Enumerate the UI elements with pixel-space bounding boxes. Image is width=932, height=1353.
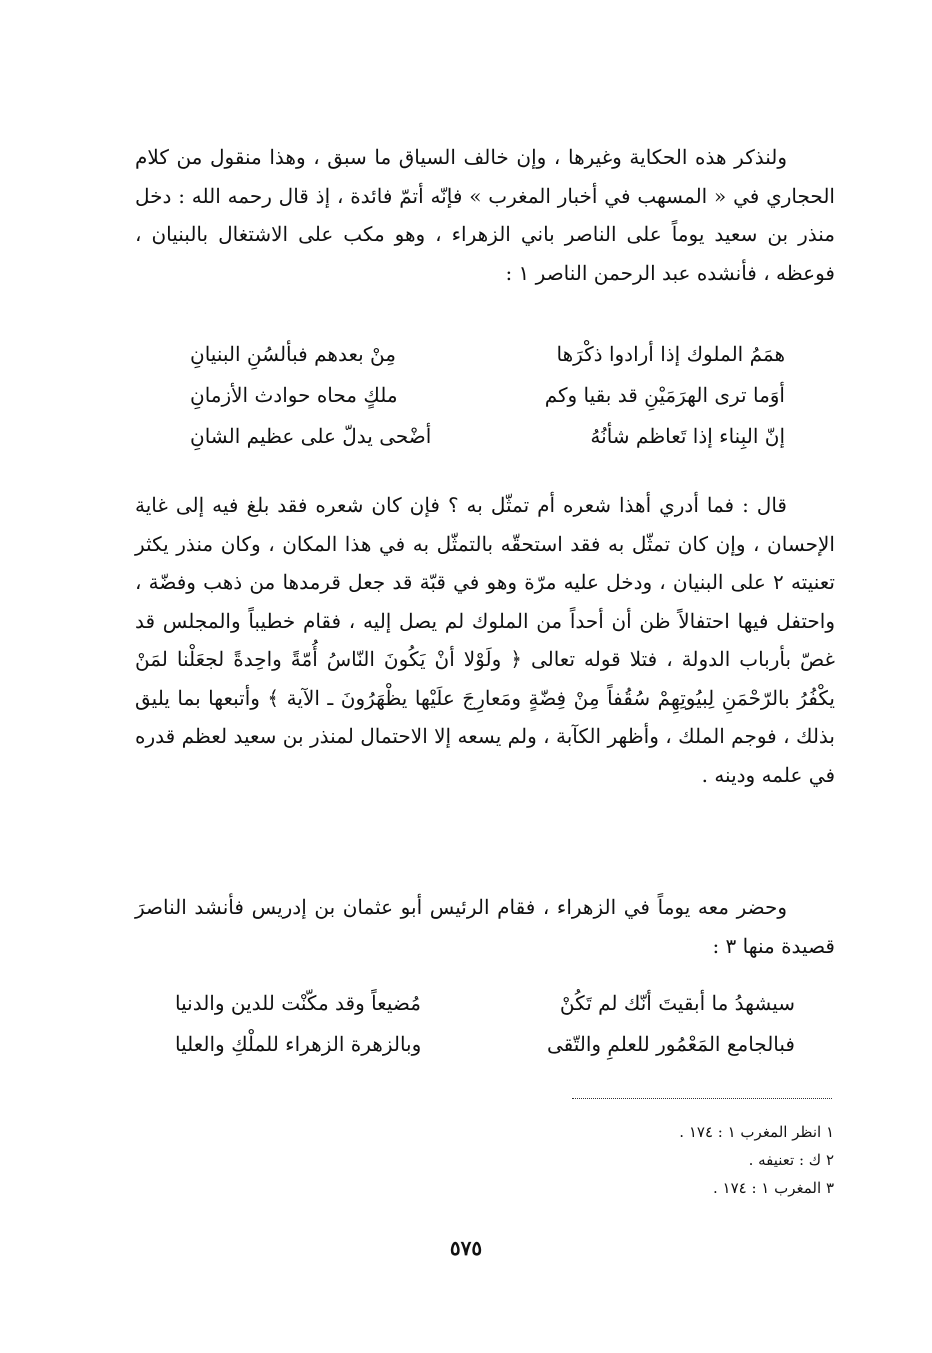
poem-1 bbox=[190, 334, 785, 457]
verse-hemistich-right: أوَما ترى الهرَمَيْنِ قد بقيا وكم bbox=[544, 383, 785, 407]
verse-hemistich-left: مِنْ بعدهم فبألسُنِ البنيانِ bbox=[190, 342, 396, 366]
verse-line bbox=[190, 334, 785, 375]
footnote: ٣ المغرب ١ : ١٧٤ . bbox=[712, 1179, 834, 1197]
verse-line bbox=[190, 416, 785, 457]
verse-hemistich-right: سيشهدُ ما أبقيتَ أنّك لم تَكُنْ bbox=[559, 991, 795, 1015]
verse-hemistich-right: إنّ البِناء إذا تَعاظم شأنُهُ bbox=[590, 424, 785, 448]
verse-hemistich-left: وبالزهرة الزهراء للملْكِ والعليا bbox=[175, 1032, 422, 1056]
footnote: ١ انظر المغرب ١ : ١٧٤ . bbox=[679, 1123, 834, 1141]
paragraph-1-block bbox=[135, 138, 835, 292]
paragraph-3-block bbox=[135, 888, 835, 965]
footnote: ٢ ك : تعنيفه . bbox=[748, 1151, 834, 1169]
verse-hemistich-left: أضْحى يدلّ على عظيم الشانِ bbox=[190, 424, 432, 448]
poem-2 bbox=[175, 983, 795, 1065]
verse-line bbox=[190, 375, 785, 416]
page-number: ٥٧٥ bbox=[449, 1236, 483, 1260]
paragraph-1: ولنذكر هذه الحكاية وغيرها ، وإن خالف السياق ما سبق ، وهذا منقول من كلام الحجاري في « المسهب في أخبار المغرب » فإنّه أتمّ فائدة ، إذ قال رحمه الله : دخل منذر بن سعيد يوماً على الناصر باني الزهراء ، وهو مكب على الاشتغال بالبنيان ، فوعظه ، فأنشده عبد الرحمن الناصر ١ : bbox=[135, 145, 835, 285]
footnote-divider bbox=[572, 1098, 832, 1099]
verse-hemistich-right: فبالجامع المَعْمُور للعلمِ والتّقى bbox=[546, 1032, 795, 1056]
verse-hemistich-left: ملكٍ محاه حوادث الأزمانِ bbox=[190, 383, 398, 407]
verse-hemistich-left: مُضيعاً وقد مكّنْت للدين والدنيا bbox=[175, 991, 421, 1015]
verse-line bbox=[175, 983, 795, 1024]
paragraph-2-block bbox=[135, 486, 835, 794]
verse-hemistich-right: همَمُ الملوك إذا أرادوا ذكْرَها bbox=[556, 342, 785, 366]
paragraph-3: وحضر معه يوماً في الزهراء ، فقام الرئيس أبو عثمان بن إدريس فأنشد الناصرَ قصيدة منها ٣ : bbox=[135, 895, 835, 958]
footnotes bbox=[534, 1118, 834, 1202]
paragraph-2: قال : فما أدري أهذا شعره أم تمثّل به ؟ فإن كان شعره فقد بلغ فيه إلى غاية الإحسان ، وإن كان تمثّل به فقد استحقّه بالتمثّل به في هذا المكان ، وكان منذر يكثر تعنيته ٢ على البنيان ، ودخل عليه مرّة وهو في قبّة قد جعل قرمدها من ذهب وفضّة ، واحتفل فيها احتفالاً ظن أن أحداً من الملوك لم يصل إليه ، فقام خطيباً والمجلس قد غصّ بأرباب الدولة ، فتلا قوله تعالى ﴿ ولَوْلا أنْ يَكُونَ النّاسُ أُمّةً واحِدةً لجعَلْنا لمَنْ يكْفُرُ بالرّحْمَنِ لِبيُوتِهِمْ سُقُفاً مِنْ فِضّةٍ ومَعارِجَ علَيْها يظْهَرُونَ ـ الآية ﴾ وأتبعها بما يليق بذلك ، فوجم الملك ، وأظهر الكآبة ، ولم يسعه إلا الاحتمال لمنذر بن سعيد لعظم قدره في علمه ودينه . bbox=[135, 493, 835, 787]
verse-line bbox=[175, 1024, 795, 1065]
